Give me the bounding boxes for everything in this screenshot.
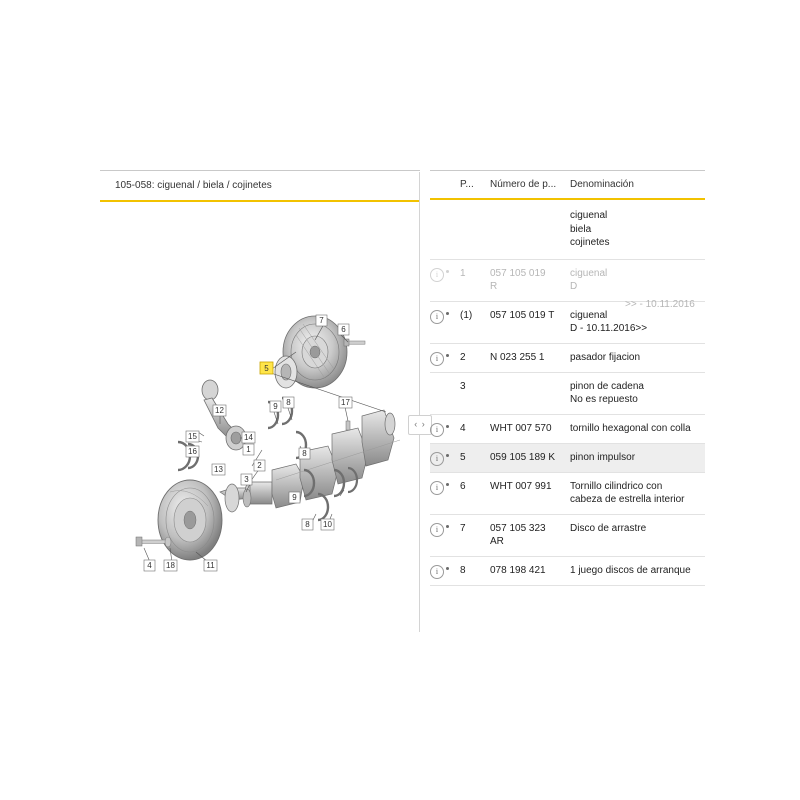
callout-3[interactable] xyxy=(241,474,252,485)
callout-18[interactable] xyxy=(164,560,177,571)
row-position: 1 xyxy=(460,259,490,301)
row-info-icon[interactable] xyxy=(430,301,460,343)
row-position: 2 xyxy=(460,343,490,372)
callout-14[interactable] xyxy=(242,432,255,443)
callout-9[interactable] xyxy=(270,401,281,412)
row-denomination: ciguenal D xyxy=(570,259,705,301)
svg-text:16: 16 xyxy=(188,447,197,456)
info-icon[interactable]: i xyxy=(430,268,444,282)
callout-17[interactable] xyxy=(339,397,352,408)
callout-12[interactable] xyxy=(213,405,226,416)
row-position: (1) xyxy=(460,301,490,343)
info-icon[interactable]: i xyxy=(430,352,444,366)
svg-text:8: 8 xyxy=(286,398,291,407)
row-info-icon[interactable] xyxy=(430,472,460,514)
row-denomination: ciguenal D - 10.11.2016>> xyxy=(570,301,705,343)
row-denomination: pinon impulsor xyxy=(570,443,705,472)
callout-9b[interactable] xyxy=(289,492,300,503)
row-position: 5 xyxy=(460,443,490,472)
callout-5-highlighted[interactable] xyxy=(260,362,273,374)
row-denomination: pasador fijacion xyxy=(570,343,705,372)
svg-text:17: 17 xyxy=(341,398,350,407)
row-part-number: 059 105 189 K xyxy=(490,443,570,472)
header-part-number[interactable]: Número de p... xyxy=(490,171,570,200)
parts-table xyxy=(430,170,705,586)
part-pin-17[interactable] xyxy=(346,421,350,430)
row-denomination: 1 juego discos de arranque xyxy=(570,556,705,585)
svg-text:10: 10 xyxy=(323,520,332,529)
row-info-icon[interactable] xyxy=(430,343,460,372)
info-icon[interactable]: i xyxy=(430,452,444,466)
svg-text:15: 15 xyxy=(188,432,197,441)
row-part-number: 057 105 019 T xyxy=(490,301,570,343)
callout-4[interactable] xyxy=(144,560,155,571)
info-icon[interactable]: i xyxy=(430,565,444,579)
header-icon xyxy=(430,171,460,200)
svg-text:14: 14 xyxy=(244,433,253,442)
svg-text:9: 9 xyxy=(292,493,297,502)
row-part-number xyxy=(490,372,570,414)
table-header-row xyxy=(430,171,705,200)
row-position: 6 xyxy=(460,472,490,514)
callout-8c[interactable] xyxy=(302,519,313,530)
row-part-number: WHT 007 991 xyxy=(490,472,570,514)
svg-text:9: 9 xyxy=(273,402,278,411)
svg-text:18: 18 xyxy=(166,561,175,570)
header-denomination[interactable]: Denominación xyxy=(570,171,705,200)
table-row[interactable] xyxy=(430,259,705,301)
info-icon-dot xyxy=(446,354,449,357)
table-row[interactable] xyxy=(430,414,705,443)
svg-text:3: 3 xyxy=(244,475,249,484)
row-position: 3 xyxy=(460,372,490,414)
svg-text:8: 8 xyxy=(305,520,310,529)
svg-text:13: 13 xyxy=(214,465,223,474)
part-bolts[interactable] xyxy=(136,537,171,547)
callout-7[interactable] xyxy=(316,315,327,326)
table-row[interactable] xyxy=(430,514,705,556)
diagram-panel xyxy=(100,170,420,640)
callout-13[interactable] xyxy=(212,464,225,475)
svg-text:6: 6 xyxy=(341,325,346,334)
part-pinion-drive[interactable] xyxy=(275,356,297,388)
callout-1[interactable] xyxy=(243,444,254,455)
callout-8a[interactable] xyxy=(283,397,294,408)
exploded-view-illustration[interactable] xyxy=(100,202,420,632)
table-row[interactable] xyxy=(430,372,705,414)
row-part-number: 078 198 421 xyxy=(490,556,570,585)
row-position: 8 xyxy=(460,556,490,585)
row-info-icon[interactable] xyxy=(430,556,460,585)
table-group-header xyxy=(430,199,705,259)
panel-divider xyxy=(419,172,420,632)
part-pulley[interactable] xyxy=(158,480,222,560)
row-denomination: tornillo hexagonal con colla xyxy=(570,414,705,443)
part-screw-6[interactable] xyxy=(344,339,365,346)
svg-text:7: 7 xyxy=(319,316,324,325)
group-line-3: cojinetes xyxy=(570,237,610,248)
diagram-header xyxy=(100,170,420,202)
svg-text:1: 1 xyxy=(246,445,251,454)
row-info-icon xyxy=(430,372,460,414)
row-part-number: 057 105 019 R xyxy=(490,259,570,301)
group-line-1: ciguenal xyxy=(570,210,608,221)
row-denomination: Tornillo cilindrico con cabeza de estrella interior xyxy=(570,472,705,514)
table-row[interactable] xyxy=(430,343,705,372)
info-icon-dot xyxy=(446,270,449,273)
table-row[interactable] xyxy=(430,472,705,514)
row-part-number: WHT 007 570 xyxy=(490,414,570,443)
header-position[interactable]: P... xyxy=(460,171,490,200)
row-validity-note: >> - 10.11.2016 xyxy=(625,299,695,310)
info-icon-dot xyxy=(446,454,449,457)
info-icon[interactable]: i xyxy=(430,310,444,324)
svg-text:12: 12 xyxy=(215,406,224,415)
callout-6[interactable] xyxy=(338,324,349,335)
row-denomination: Disco de arrastre xyxy=(570,514,705,556)
callout-11[interactable] xyxy=(204,560,217,571)
info-icon[interactable]: i xyxy=(430,481,444,495)
svg-text:2: 2 xyxy=(257,461,262,470)
callout-15[interactable] xyxy=(186,431,199,442)
row-info-icon[interactable] xyxy=(430,259,460,301)
svg-text:5: 5 xyxy=(264,364,269,373)
callout-2[interactable] xyxy=(254,460,265,471)
info-icon-dot xyxy=(446,567,449,570)
row-denomination: pinon de cadena No es repuesto xyxy=(570,372,705,414)
info-icon-dot xyxy=(446,425,449,428)
info-icon-dot xyxy=(446,483,449,486)
info-icon[interactable]: i xyxy=(430,523,444,537)
table-row-selected[interactable] xyxy=(430,443,705,472)
row-part-number: N 023 255 1 xyxy=(490,343,570,372)
callout-16[interactable] xyxy=(186,446,199,457)
row-part-number: 057 105 323 AR xyxy=(490,514,570,556)
row-info-icon[interactable] xyxy=(430,443,460,472)
group-line-2: biela xyxy=(570,223,592,235)
row-info-icon[interactable] xyxy=(430,514,460,556)
table-row[interactable] xyxy=(430,556,705,585)
row-position: 4 xyxy=(460,414,490,443)
row-info-icon[interactable] xyxy=(430,414,460,443)
parts-table-panel[interactable] xyxy=(430,170,705,640)
panel-collapse-handle[interactable]: ‹ › xyxy=(408,415,432,435)
svg-text:4: 4 xyxy=(147,561,152,570)
info-icon-dot xyxy=(446,525,449,528)
group-title xyxy=(570,199,705,259)
callout-10[interactable] xyxy=(321,519,334,530)
info-icon[interactable]: i xyxy=(430,423,444,437)
svg-text:11: 11 xyxy=(206,561,215,570)
svg-text:8: 8 xyxy=(302,449,307,458)
diagram-title: 105-058: ciguenal / biela / cojinetes xyxy=(115,180,272,191)
callout-8b[interactable] xyxy=(299,448,310,459)
info-icon-dot xyxy=(446,312,449,315)
row-position: 7 xyxy=(460,514,490,556)
